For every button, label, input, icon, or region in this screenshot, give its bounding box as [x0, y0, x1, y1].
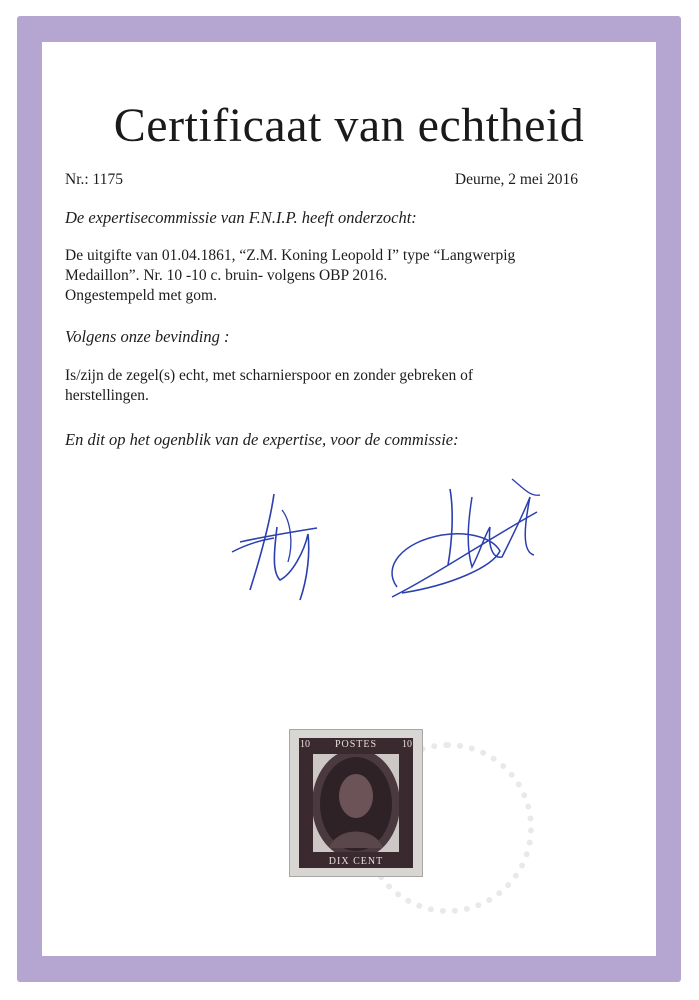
signature-left	[222, 482, 342, 612]
finding-heading: Volgens onze bevinding :	[65, 327, 230, 346]
description-line-2: Medaillon”. Nr. 10 -10 c. bruin- volgens OBP 2016.	[65, 267, 388, 284]
intro-text: De expertisecommissie van F.N.I.P. heeft onderzocht:	[65, 208, 417, 227]
finding-line-2: herstellingen.	[65, 387, 149, 404]
stamp-image	[299, 738, 413, 868]
stamp-bottom-label: DIX CENT	[328, 856, 384, 867]
stamp-left-value: 10	[300, 739, 310, 750]
certificate-title: Certificaat van echtheid	[113, 99, 585, 152]
signature-right	[372, 467, 572, 617]
certificate-number: Nr.: 1175	[65, 171, 123, 188]
place-date: Deurne, 2 mei 2016	[454, 171, 578, 188]
certificate-paper	[42, 42, 656, 956]
finding-line-1: Is/zijn de zegel(s) echt, met scharnierspoor en zonder gebreken of	[65, 367, 473, 384]
description-line-3: Ongestempeld met gom.	[65, 287, 217, 304]
stamp-right-value: 10	[402, 739, 412, 750]
stamp-portrait	[299, 738, 413, 868]
certificate-border-frame	[17, 16, 681, 982]
closing-text: En dit op het ogenblik van de expertise, voor de commissie:	[65, 430, 459, 449]
postage-stamp	[289, 729, 423, 877]
stamp-top-label: POSTES	[334, 739, 378, 750]
description-line-1: De uitgifte van 01.04.1861, “Z.M. Koning Leopold I” type “Langwerpig	[65, 247, 516, 264]
